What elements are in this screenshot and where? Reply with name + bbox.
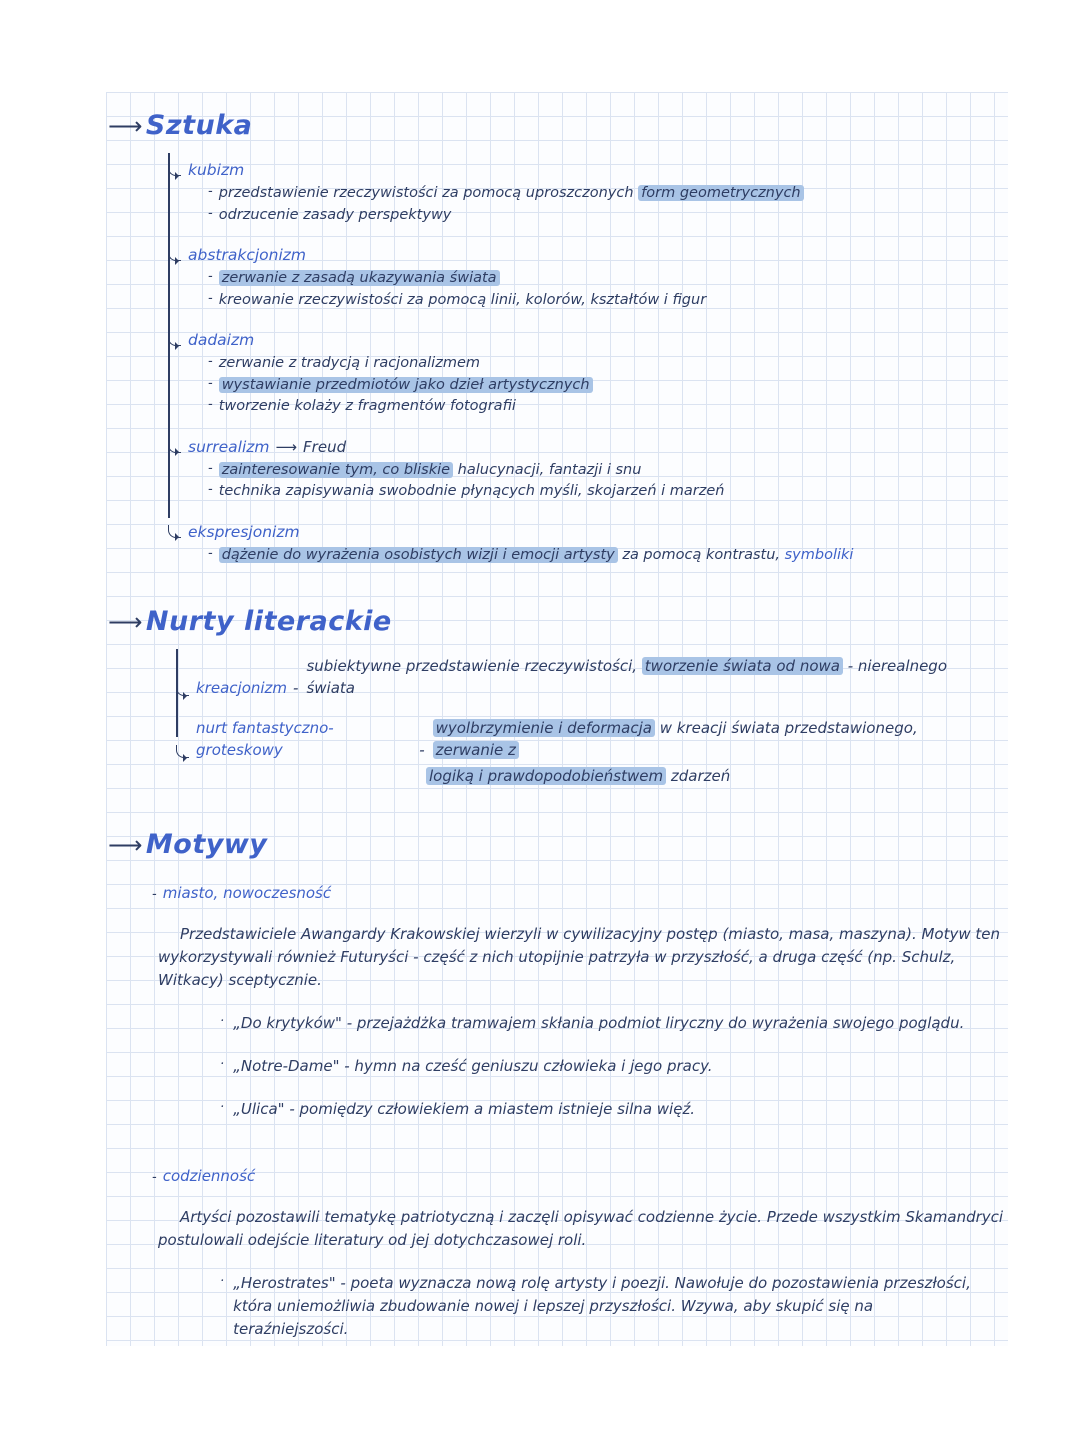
- section-literature-heading: [108, 606, 990, 637]
- movement-surrealizm: [168, 438, 990, 503]
- note-part: kreowanie rzeczywistości za pomocą linii, kolorów, kształtów i figur: [218, 291, 707, 308]
- item-label: kreacjonizm: [196, 679, 288, 697]
- highlighted-text: wyolbrzymienie i deformacja: [433, 719, 655, 737]
- note-text: [219, 205, 452, 227]
- dash-marker: -: [208, 354, 213, 369]
- section-title: Motywy: [145, 829, 268, 860]
- item-text-line2: [426, 765, 990, 787]
- long-arrow-icon: ⟶: [108, 830, 143, 859]
- movement-label-row: [168, 161, 990, 179]
- note-line: [208, 290, 990, 312]
- dash-marker: -: [208, 375, 213, 391]
- note-text: [219, 460, 642, 482]
- dot-marker: ·: [220, 1274, 225, 1289]
- motif-label: miasto, nowoczesność: [162, 884, 332, 902]
- motif-paragraph: Przedstawiciele Awangardy Krakowskiej wierzyli w cywilizacyjny postęp (miasto, masa, maszyna). Motyw ten wykorzystywali również Futuryści - część z nich utopijnie patrzyła w przyszłość, a druga część (np. Schulz, Witkacy) sceptycznie.: [158, 925, 1001, 989]
- item-text: [433, 717, 990, 761]
- movement-label: surrealizm: [188, 437, 270, 456]
- note-part: halucynacji, fantazji i snu: [453, 461, 642, 478]
- movement-notes: [208, 183, 990, 226]
- section-art-heading: [108, 110, 990, 141]
- note-part: technika zapisywania swobodnie płynących myśli, skojarzeń i marzeń: [218, 483, 725, 499]
- note-line: [208, 545, 990, 567]
- long-arrow-icon: ⟶: [108, 607, 143, 636]
- note-line: [208, 205, 990, 227]
- movement-label: ekspresjonizm: [188, 522, 300, 541]
- dash-marker: -: [152, 1170, 157, 1185]
- note-part: za pomocą kontrastu,: [617, 546, 785, 563]
- motif-bullet: [220, 1012, 990, 1035]
- dash-marker: -: [208, 460, 213, 476]
- motif-bullet: [220, 1098, 990, 1121]
- note-text: [219, 353, 480, 375]
- literature-tree: [176, 655, 990, 787]
- note-part: subiektywne przedstawienie rzeczywistości,: [306, 657, 642, 675]
- branch-arrow-icon: [168, 333, 181, 346]
- literature-item-row: [176, 655, 990, 699]
- note-text: [219, 290, 706, 312]
- section-title: Nurty literackie: [145, 606, 392, 637]
- dash-marker: -: [152, 887, 157, 902]
- movement-label-row: [168, 438, 990, 456]
- notes-content: [106, 92, 1008, 1341]
- note-line: [208, 353, 990, 375]
- long-arrow-icon: ⟶: [108, 111, 143, 140]
- highlighted-text: zerwanie z: [433, 741, 519, 759]
- grid-paper: [106, 92, 1008, 1346]
- highlighted-text: wystawianie przedmiotów jako dzieł artystycznych: [219, 377, 593, 393]
- branch-arrow-icon: [168, 440, 181, 453]
- branch-arrow-icon: [168, 163, 181, 176]
- highlighted-text: tworzenie świata od nowa: [642, 657, 843, 675]
- dash-marker: -: [208, 184, 213, 199]
- dash-separator: -: [419, 741, 425, 759]
- note-line: [208, 375, 990, 397]
- movement-notes: [208, 460, 990, 503]
- movement-dadaizm: [168, 331, 990, 418]
- dash-marker: -: [208, 482, 213, 497]
- dot-marker: ·: [220, 1100, 225, 1115]
- movement-notes: [208, 268, 990, 311]
- note-text: [219, 268, 500, 290]
- section-art: [108, 110, 990, 566]
- movement-label-row: [168, 331, 990, 349]
- movement-abstrakcjonizm: [168, 246, 990, 311]
- section-literature: [108, 606, 990, 787]
- dot-marker: ·: [220, 1057, 225, 1072]
- branch-arrow-icon: [168, 248, 181, 261]
- motif-label-miasto: [152, 884, 990, 903]
- dash-marker: -: [208, 397, 213, 412]
- dash-marker: -: [208, 290, 213, 306]
- movement-label-row: [168, 523, 990, 541]
- note-text: [219, 375, 593, 397]
- movement-label: kubizm: [188, 161, 245, 179]
- highlighted-text: logiką i prawdopodobieństwem: [426, 767, 666, 785]
- movement-notes: [208, 545, 990, 567]
- note-part: - nierealnego świata: [306, 657, 948, 697]
- dash-marker: -: [208, 545, 213, 561]
- literature-item-groteskowy: [176, 717, 990, 787]
- note-part: zerwanie z tradycją i racjonalizmem: [218, 355, 480, 371]
- note-line: [208, 396, 990, 418]
- accent-text: symboliki: [784, 546, 854, 563]
- motif-paragraph: Artyści pozostawili tematykę patriotyczną i zaczęli opisywać codzienne życie. Przede wszystkim Skamandryci postulowali odejście literatury od jej dotychczasowej roli.: [158, 1208, 1004, 1249]
- movement-label: abstrakcjonizm: [188, 246, 307, 264]
- branch-arrow-icon: [176, 683, 189, 696]
- branch-arrow-icon: [168, 525, 181, 538]
- highlighted-text: form geometrycznych: [638, 185, 803, 201]
- dash-separator: -: [293, 679, 299, 697]
- movement-note: Freud: [303, 437, 347, 456]
- note-part: zdarzeń: [666, 767, 731, 785]
- motif-bullet: [220, 1272, 990, 1341]
- note-part: odrzucenie zasady perspektywy: [218, 206, 452, 223]
- movement-kubizm: [168, 161, 990, 226]
- note-line: [208, 268, 990, 290]
- note-text: [219, 481, 725, 503]
- note-line: [208, 183, 990, 205]
- dash-marker: -: [208, 205, 213, 221]
- item-text: [306, 655, 990, 699]
- note-line: [208, 460, 990, 482]
- bullet-text: „Herostrates" - poeta wyznacza nową rolę artysty i poezji. Nawołuje do pozostawienia przeszłości, która uniemożliwia zbudowanie nowej i lepszej przyszłości. Wzywa, aby skupić się na teraźniejszości.: [233, 1274, 971, 1338]
- note-part: w kreacji świata przedstawionego,: [654, 719, 918, 737]
- movement-label-row: [168, 246, 990, 264]
- item-label: nurt fantastyczno-groteskowy: [196, 719, 334, 759]
- note-line: [208, 481, 990, 503]
- bullet-text: „Notre-Dame" - hymn na cześć geniuszu człowieka i jego pracy.: [233, 1057, 713, 1075]
- section-title: Sztuka: [145, 110, 253, 141]
- literature-item-kreacjonizm: [176, 655, 990, 699]
- highlighted-text: zerwanie z zasadą ukazywania świata: [219, 270, 500, 286]
- bullet-text: „Ulica" - pomiędzy człowiekiem a miastem istnieje silna więź.: [233, 1100, 696, 1118]
- movement-notes: [208, 353, 990, 418]
- arrow-icon: ⟶: [275, 437, 298, 456]
- movement-label: dadaizm: [188, 331, 255, 349]
- motif-label: codzienność: [162, 1167, 256, 1185]
- section-motifs-heading: [108, 829, 990, 860]
- highlighted-text: zainteresowanie tym, co bliskie: [219, 462, 453, 478]
- art-tree: [168, 161, 990, 566]
- note-text: [219, 183, 804, 205]
- literature-item-row: [176, 717, 990, 761]
- branch-arrow-icon: [176, 745, 189, 758]
- dot-marker: ·: [220, 1014, 225, 1029]
- section-motifs: [108, 829, 1004, 1341]
- note-text: [219, 545, 854, 567]
- movement-ekspresjonizm: [168, 523, 990, 567]
- note-part: przedstawienie rzeczywistości za pomocą uproszczonych: [218, 185, 639, 201]
- highlighted-text: dążenie do wyrażenia osobistych wizji i emocji artysty: [219, 547, 618, 563]
- bullet-text: „Do krytyków" - przejażdżka tramwajem skłania podmiot liryczny do wyrażenia swojego poglądu.: [233, 1014, 965, 1032]
- motif-bullet: [220, 1055, 990, 1078]
- note-part: tworzenie kolaży z fragmentów fotografii: [218, 398, 516, 414]
- note-text: [219, 396, 516, 418]
- dash-marker: -: [208, 269, 213, 284]
- motif-label-codziennosc: [152, 1167, 990, 1186]
